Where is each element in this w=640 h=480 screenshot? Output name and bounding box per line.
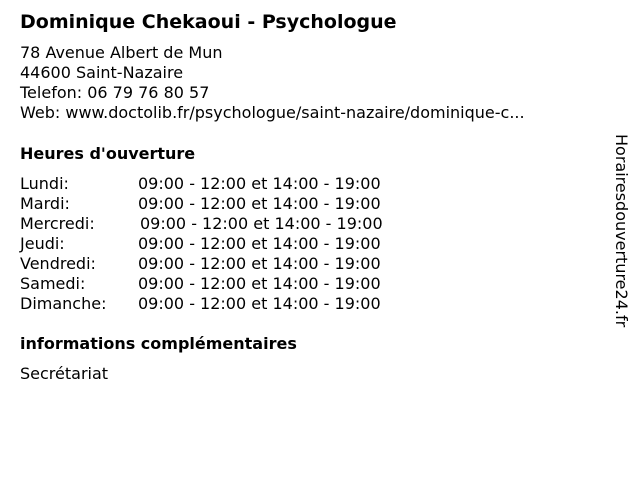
hours-time: 09:00 - 12:00 et 14:00 - 19:00: [138, 174, 381, 193]
hours-row-friday: [20, 254, 440, 274]
hours-time: 09:00 - 12:00 et 14:00 - 19:00: [138, 194, 381, 213]
hours-row-wednesday: [20, 214, 440, 234]
opening-hours-heading: Heures d'ouverture: [20, 144, 196, 163]
hours-time: 09:00 - 12:00 et 14:00 - 19:00: [138, 294, 381, 313]
hours-day: Jeudi:: [20, 234, 65, 253]
address-city: 44600 Saint-Nazaire: [20, 63, 184, 82]
additional-info-text: Secrétariat: [20, 364, 109, 383]
watermark: [611, 134, 631, 344]
phone-number: Telefon: 06 79 76 80 57: [20, 83, 210, 102]
watermark-text: Horairesdouverture24.fr: [612, 134, 631, 328]
hours-day: Dimanche:: [20, 294, 107, 313]
hours-day: Vendredi:: [20, 254, 96, 273]
hours-day: Lundi:: [20, 174, 69, 193]
hours-time: 09:00 - 12:00 et 14:00 - 19:00: [138, 234, 381, 253]
hours-row-sunday: [20, 294, 440, 314]
hours-row-saturday: [20, 274, 440, 294]
address-street: 78 Avenue Albert de Mun: [20, 43, 223, 62]
additional-info-heading: informations complémentaires: [20, 334, 297, 353]
hours-row-monday: [20, 174, 440, 194]
hours-row-thursday: [20, 234, 440, 254]
website-link: Web: www.doctolib.fr/psychologue/saint-nazaire/dominique-c...: [20, 103, 525, 122]
hours-time: 09:00 - 12:00 et 14:00 - 19:00: [138, 254, 381, 273]
opening-hours-list: [20, 174, 440, 314]
hours-time: 09:00 - 12:00 et 14:00 - 19:00: [138, 274, 381, 293]
page-title: Dominique Chekaoui - Psychologue: [20, 11, 397, 33]
hours-time: 09:00 - 12:00 et 14:00 - 19:00: [140, 214, 383, 233]
address-block: [20, 43, 525, 123]
hours-row-tuesday: [20, 194, 440, 214]
hours-day: Samedi:: [20, 274, 86, 293]
hours-day: Mardi:: [20, 194, 70, 213]
hours-day: Mercredi:: [20, 214, 95, 233]
